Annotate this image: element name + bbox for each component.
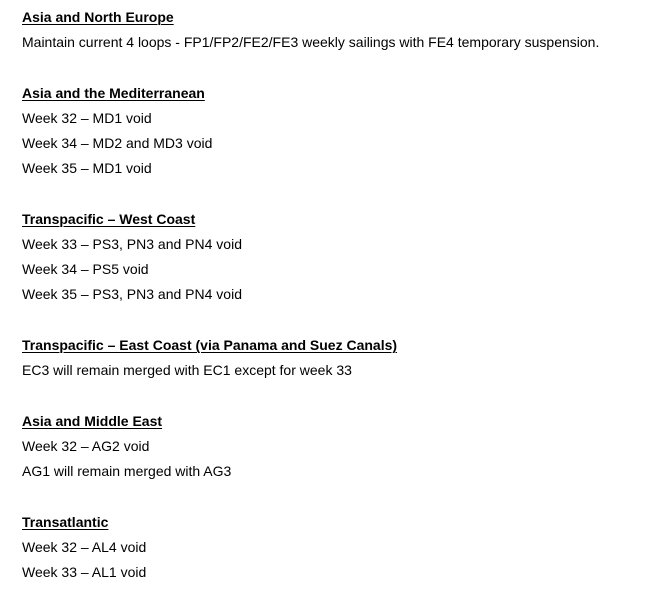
section-spacer (22, 385, 652, 411)
section-line: Week 33 – PS3, PN3 and PN4 void (22, 236, 242, 252)
section-heading: Asia and Middle East (22, 413, 163, 429)
section-transpacific-east (22, 335, 652, 380)
section-heading: Asia and North Europe (22, 9, 174, 25)
section-heading: Transatlantic (22, 514, 109, 530)
document-body (22, 7, 652, 587)
section-spacer (22, 183, 652, 209)
section-transatlantic (22, 512, 652, 582)
section-line: Maintain current 4 loops - FP1/FP2/FE2/FE3 weekly sailings with FE4 temporary suspension. (22, 34, 600, 50)
section-line: Week 32 – MD1 void (22, 110, 152, 126)
section-asia-middle-east (22, 411, 652, 481)
section-line: Week 32 – AL4 void (22, 539, 147, 555)
section-line: Week 32 – AG2 void (22, 438, 150, 454)
section-spacer (22, 309, 652, 335)
section-transpacific-west (22, 209, 652, 304)
section-spacer (22, 57, 652, 83)
section-line: Week 35 – PS3, PN3 and PN4 void (22, 286, 242, 302)
section-line: EC3 will remain merged with EC1 except for week 33 (22, 362, 352, 378)
section-asia-mediterranean (22, 83, 652, 178)
section-line: AG1 will remain merged with AG3 (22, 463, 232, 479)
section-spacer (22, 486, 652, 512)
section-heading: Transpacific – East Coast (via Panama and Suez Canals) (22, 337, 398, 353)
section-line: Week 34 – PS5 void (22, 261, 149, 277)
section-heading: Asia and the Mediterranean (22, 85, 205, 101)
section-asia-north-europe (22, 7, 652, 52)
section-line: Week 33 – AL1 void (22, 564, 147, 580)
section-line: Week 35 – MD1 void (22, 160, 152, 176)
section-line: Week 34 – MD2 and MD3 void (22, 135, 213, 151)
section-heading: Transpacific – West Coast (22, 211, 196, 227)
